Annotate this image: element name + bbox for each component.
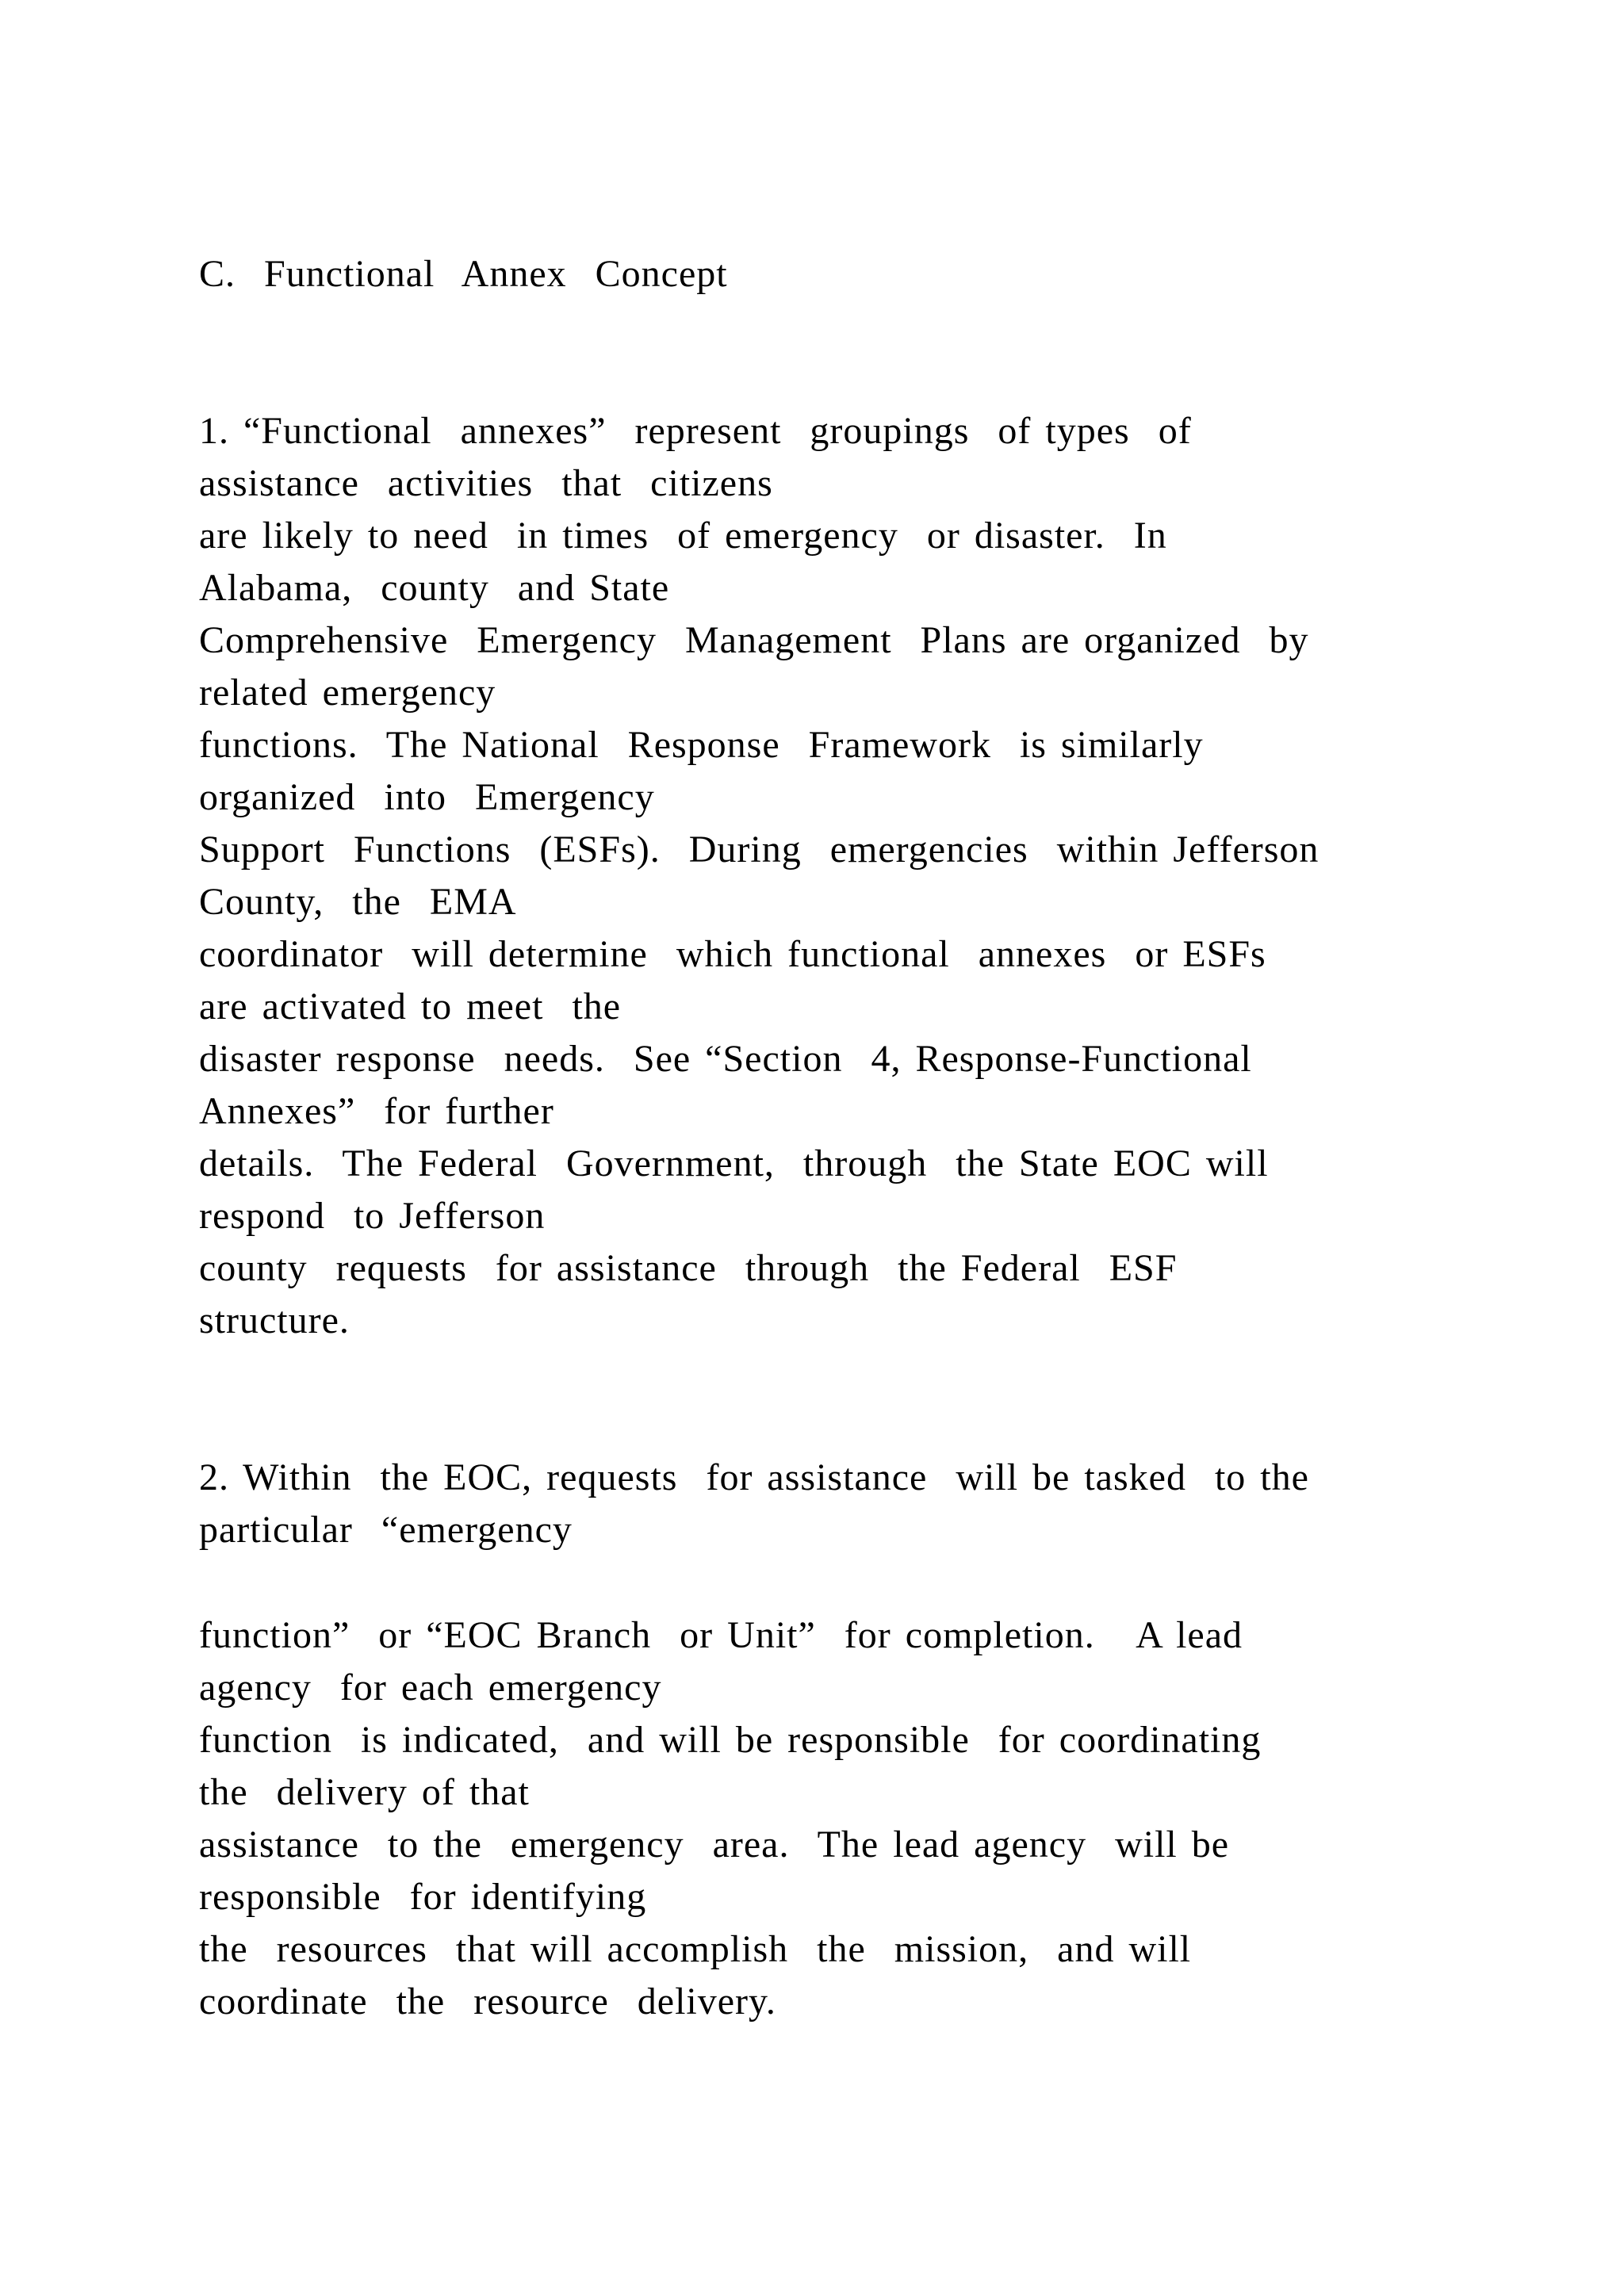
paragraph-1-line: organized into Emergency	[199, 776, 655, 818]
paragraph-2-line: coordinate the resource delivery.	[199, 1980, 776, 2022]
paragraph-1-line: county requests for assistance through the Federal ESF	[199, 1247, 1178, 1289]
paragraph-1-line: Comprehensive Emergency Management Plans are organized by	[199, 619, 1309, 661]
paragraph-1-line: Support Functions (ESFs). During emergencies within Jefferson	[199, 828, 1320, 871]
paragraph-2-line: particular “emergency	[199, 1509, 573, 1551]
paragraph-1-line: structure.	[199, 1299, 350, 1341]
paragraph-1-line: functions. The National Response Framework is similarly	[199, 724, 1204, 766]
paragraph-1-line: disaster response needs. See “Section 4, Response-Functional	[199, 1038, 1252, 1080]
paragraph-2-line: 2. Within the EOC, requests for assistance will be tasked to the	[199, 1456, 1309, 1498]
paragraph-1-line: details. The Federal Government, through the State EOC will	[199, 1142, 1269, 1184]
paragraph-2-line: responsible for identifying	[199, 1876, 647, 1918]
section-heading: C. Functional Annex Concept	[199, 253, 728, 295]
paragraph-1-line: assistance activities that citizens	[199, 462, 773, 504]
paragraph-2-line: the delivery of that	[199, 1771, 530, 1813]
paragraph-1-line: County, the EMA	[199, 881, 517, 923]
paragraph-1-line: respond to Jefferson	[199, 1195, 546, 1237]
paragraph-2-line: function is indicated, and will be responsible for coordinating	[199, 1719, 1262, 1761]
paragraph-1-line: are activated to meet the	[199, 985, 622, 1027]
paragraph-1-line: 1. “Functional annexes” represent groupings of types of	[199, 410, 1192, 452]
paragraph-1-line: related emergency	[199, 672, 496, 714]
paragraph-2-line: assistance to the emergency area. The lead agency will be	[199, 1823, 1230, 1866]
paragraph-2-line: function” or “EOC Branch or Unit” for completion. A lead	[199, 1614, 1243, 1656]
paragraph-2-line: agency for each emergency	[199, 1667, 662, 1709]
paragraph-1-line: Annexes” for further	[199, 1090, 554, 1132]
paragraph-1-line: are likely to need in times of emergency or disaster. In	[199, 515, 1167, 557]
paragraph-1-line: coordinator will determine which functional annexes or ESFs	[199, 933, 1266, 975]
paragraph-2-line: the resources that will accomplish the mission, and will	[199, 1928, 1192, 1970]
paragraph-1-line: Alabama, county and State	[199, 567, 670, 609]
